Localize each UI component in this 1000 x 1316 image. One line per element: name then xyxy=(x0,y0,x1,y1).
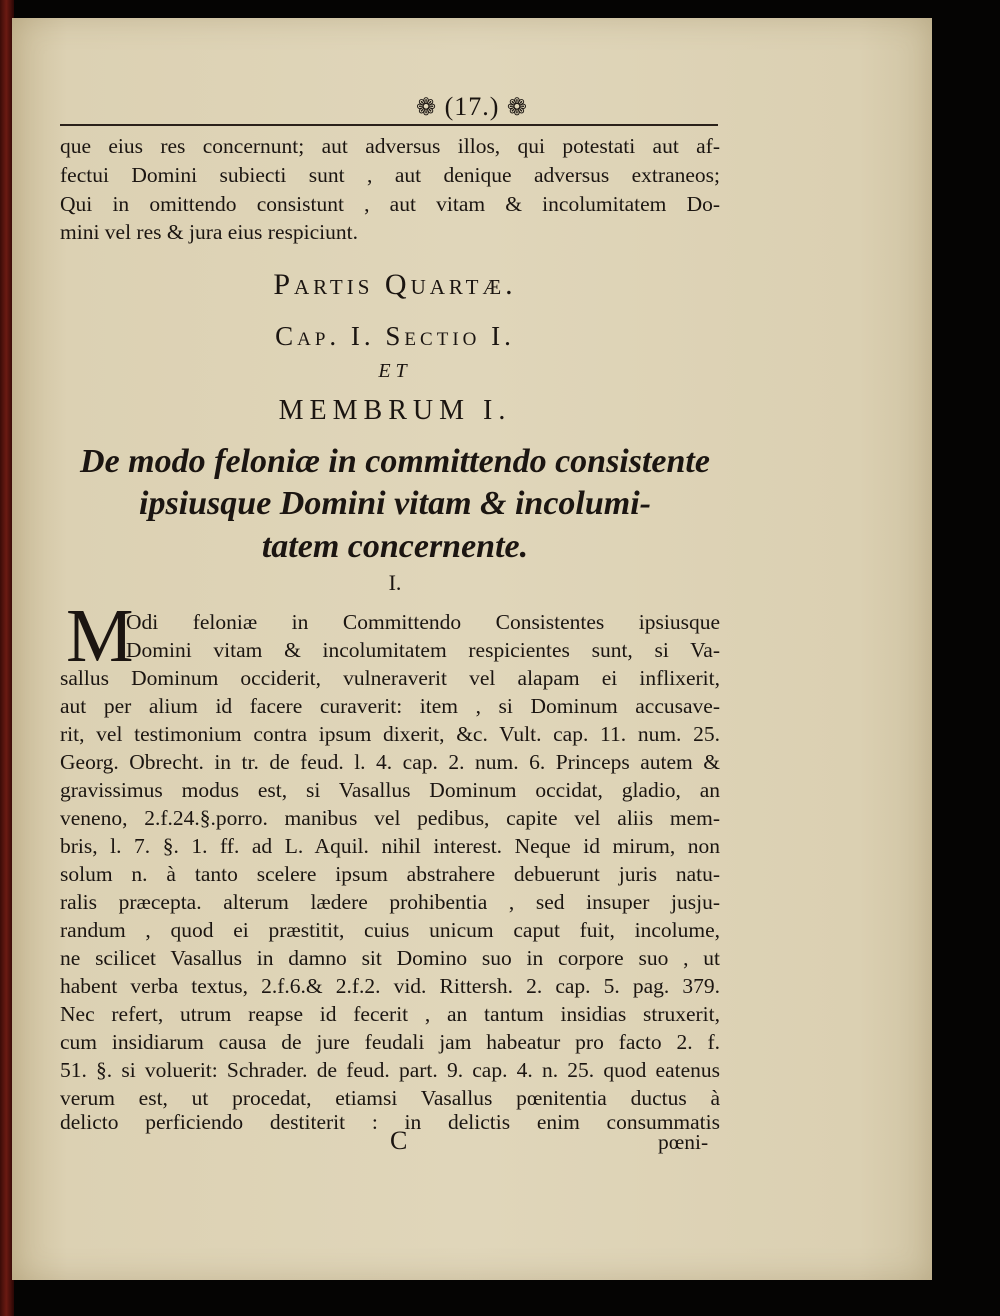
body-line: verum est, ut procedat, etiamsi Vasallus pœnitentia ductus à xyxy=(60,1086,720,1110)
signature-mark: C xyxy=(390,1126,408,1155)
body-line: delicto perficiendo destiterit : in delictis enim consummatis xyxy=(60,1110,720,1134)
intro-line: Qui in omittendo consistunt , aut vitam & incolumitatem Do- xyxy=(60,192,720,216)
drop-cap: M xyxy=(66,594,134,678)
body-line: ne scilicet Vasallus in damno sit Domino suo in corpore suo , ut xyxy=(60,946,720,970)
book-page xyxy=(12,18,932,1280)
intro-line: mini vel res & jura eius respiciunt. xyxy=(60,220,358,244)
page-header xyxy=(12,92,932,122)
section-number: I. xyxy=(388,570,402,595)
intro-line: que eius res concernunt; aut adversus illos, qui potestati aut af- xyxy=(60,134,720,158)
body-line: ralis præcepta. alterum lædere prohibentia , sed insuper jusju- xyxy=(60,890,720,914)
intro-line: fectui Domini subiecti sunt , aut denique adversus extraneos; xyxy=(60,163,720,187)
body-line: cum insidiarum causa de jure feudali jam habeatur pro facto 2. f. xyxy=(60,1030,720,1054)
flower-ornament-icon: ❁ xyxy=(415,95,438,121)
page-number: (17.) xyxy=(444,92,500,121)
body-line: sallus Dominum occiderit, vulneraverit vel alapam ei inflixerit, xyxy=(60,666,720,690)
body-line: gravissimus modus est, si Vasallus Dominum occidat, gladio, an xyxy=(60,778,720,802)
body-line: Nec refert, utrum reapse id fecerit , an tantum insidias struxerit, xyxy=(60,1002,720,1026)
header-rule xyxy=(60,124,718,126)
chapter-heading: Cap. I. Sectio I. xyxy=(275,321,515,351)
body-line: bris, l. 7. §. 1. ff. ad L. Aquil. nihil interest. Neque id mirum, non xyxy=(60,834,720,858)
member-heading: MEMBRUM I. xyxy=(278,395,512,426)
title-line: ipsiusque Domini vitam & incolumi- xyxy=(139,485,651,522)
title-line: De modo feloniæ in committendo consistente xyxy=(80,443,710,480)
body-line: solum n. à tanto scelere ipsum abstrahere debuerunt juris natu- xyxy=(60,862,720,886)
et-heading: ET xyxy=(378,360,412,382)
catchword: pœni- xyxy=(658,1130,709,1154)
body-line: aut per alium id facere curaverit: item , si Dominum accusave- xyxy=(60,694,720,718)
body-line: Domini vitam & incolumitatem respicientes sunt, si Va- xyxy=(126,638,720,662)
flower-ornament-icon: ❁ xyxy=(506,95,529,121)
body-line: veneno, 2.f.24.§.porro. manibus vel pedibus, capite vel aliis mem- xyxy=(60,806,720,830)
body-line: rit, vel testimonium contra ipsum dixerit, &c. Vult. cap. 11. num. 25. xyxy=(60,722,720,746)
body-line: 51. §. si voluerit: Schrader. de feud. part. 9. cap. 4. n. 25. quod eatenus xyxy=(60,1058,720,1082)
part-heading: Partis Quartæ. xyxy=(273,268,517,301)
body-line: Georg. Obrecht. in tr. de feud. l. 4. cap. 2. num. 6. Princeps autem & xyxy=(60,750,720,774)
title-line: tatem concernente. xyxy=(261,528,529,565)
body-line: Odi feloniæ in Committendo Consistentes ipsiusque xyxy=(126,610,720,634)
body-line: randum , quod ei præstitit, cuius unicum caput fuit, incolume, xyxy=(60,918,720,942)
body-line: habent verba textus, 2.f.6.& 2.f.2. vid. Rittersh. 2. cap. 5. pag. 379. xyxy=(60,974,720,998)
